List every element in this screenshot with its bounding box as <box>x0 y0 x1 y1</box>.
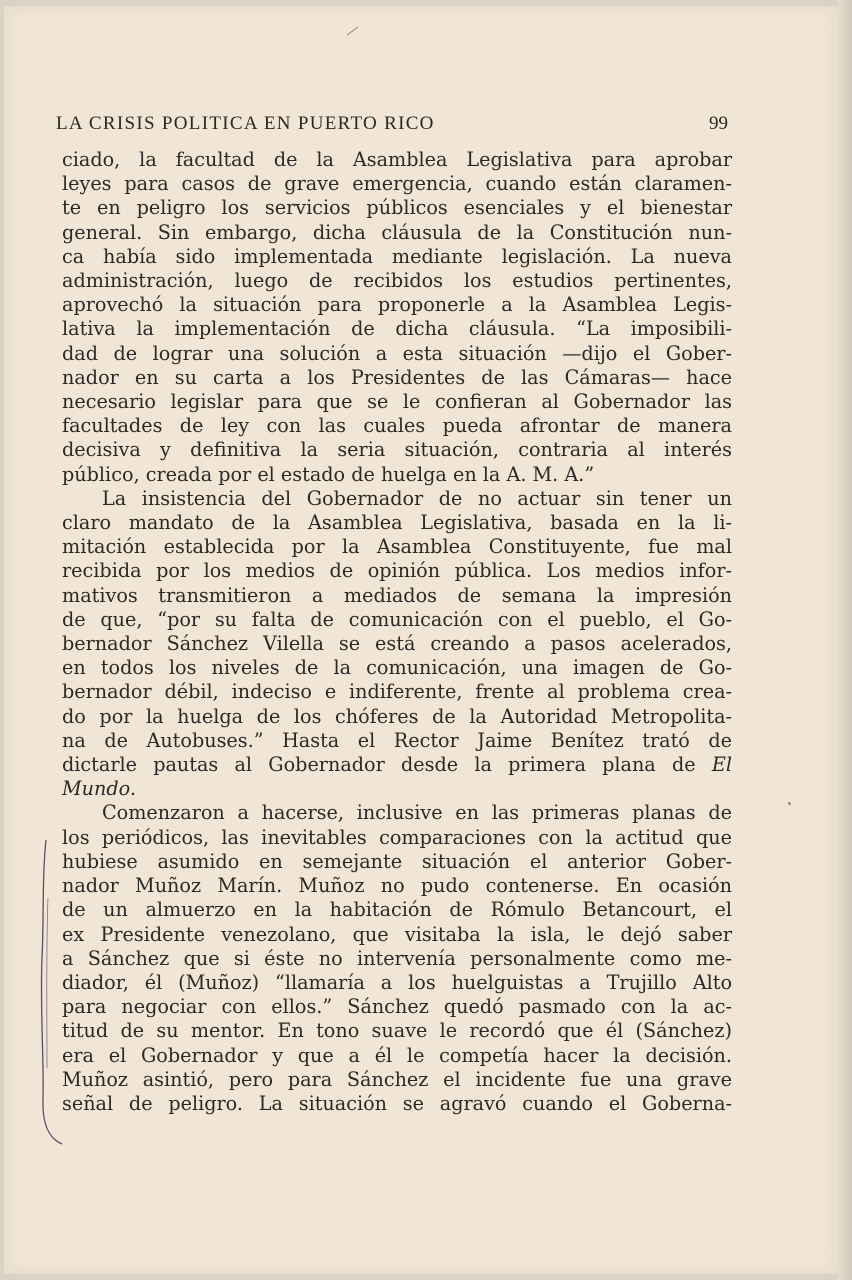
text-line: de que, “por su falta de comunicación con el pueblo, el Go- <box>62 607 732 631</box>
text-line: a Sánchez que si éste no intervenía personalmente como me- <box>62 946 732 970</box>
text-line: te en peligro los servicios públicos esenciales y el bienestar <box>62 196 732 220</box>
text-line: nador Muñoz Marín. Muñoz no pudo contenerse. En ocasión <box>62 874 732 898</box>
text-line: lativa la implementación de dicha cláusula. “La imposibili- <box>62 317 732 341</box>
text-line: aprovechó la situación para proponerle a la Asamblea Legis- <box>62 293 732 317</box>
paragraph-3 <box>62 801 732 1116</box>
text-line: do por la huelga de los chóferes de la Autoridad Metropolita- <box>62 704 732 728</box>
text-line: recibida por los medios de opinión pública. Los medios infor- <box>62 559 732 583</box>
paragraph-2 <box>62 487 732 802</box>
text-line: mitación establecida por la Asamblea Constituyente, fue mal <box>62 535 732 559</box>
text-line: de un almuerzo en la habitación de Rómulo Betancourt, el <box>62 898 732 922</box>
text-line: ex Presidente venezolano, que visitaba la isla, le dejó saber <box>62 922 732 946</box>
text-line <box>62 777 732 801</box>
page-number: 99 <box>709 113 728 134</box>
text-line: general. Sin embargo, dicha cláusula de la Constitución nun- <box>62 220 732 244</box>
text-line: ca había sido implementada mediante legislación. La nueva <box>62 244 732 268</box>
text-segment: dictarle pautas al Gobernador desde la primera plana de <box>62 753 696 777</box>
text-line: diador, él (Muñoz) “llamaría a los huelguistas a Trujillo Alto <box>62 970 732 994</box>
text-line: público, creada por el estado de huelga en la A. M. A.” <box>62 462 595 486</box>
body-text <box>62 148 732 1116</box>
pencil-tick-mark <box>346 26 360 36</box>
text-line: dad de lograr una solución a esta situación —dijo el Gober- <box>62 341 732 365</box>
text-line: era el Gobernador y que a él le competía hacer la decisión. <box>62 1043 732 1067</box>
text-line: decisiva y definitiva la seria situación, contraria al interés <box>62 438 732 462</box>
text-line: titud de su mentor. En tono suave le recordó que él (Sánchez) <box>62 1019 732 1043</box>
text-line: en todos los niveles de la comunicación, una imagen de Go- <box>62 656 732 680</box>
text-line: administración, luego de recibidos los estudios pertinentes, <box>62 269 732 293</box>
text-line: ciado, la facultad de la Asamblea Legislativa para aprobar <box>62 148 732 171</box>
italic-title: El <box>711 753 732 777</box>
margin-bracket-mark <box>38 838 68 1158</box>
text-line: bernador Sánchez Vilella se está creando a pasos acelerados, <box>62 632 732 656</box>
text-line: necesario legislar para que se le confieran al Gobernador las <box>62 390 732 414</box>
text-line: bernador débil, indeciso e indiferente, frente al problema crea- <box>62 680 732 704</box>
paragraph-1 <box>62 148 732 487</box>
text-line: hubiese asumido en semejante situación el anterior Gober- <box>62 849 732 873</box>
text-line: mativos transmitieron a mediados de semana la impresión <box>62 583 732 607</box>
text-line: para negociar con ellos.” Sánchez quedó pasmado con la ac- <box>62 995 732 1019</box>
text-line: claro mandato de la Asamblea Legislativa, basada en la li- <box>62 511 732 535</box>
text-line: na de Autobuses.” Hasta el Rector Jaime Benítez trató de <box>62 728 732 752</box>
text-line: facultades de ley con las cuales pueda afrontar de manera <box>62 414 732 438</box>
text-line: nador en su carta a los Presidentes de las Cámaras— hace <box>62 365 732 389</box>
page-edge <box>838 0 852 1280</box>
running-title: LA CRISIS POLITICA EN PUERTO RICO <box>56 113 435 134</box>
text-line: los periódicos, las inevitables comparaciones con la actitud que <box>62 825 732 849</box>
text-line: señal de peligro. La situación se agravó cuando el Goberna- <box>62 1091 732 1115</box>
running-header <box>56 113 728 139</box>
text-line: Muñoz asintió, pero para Sánchez el incidente fue una grave <box>62 1067 732 1091</box>
italic-title-end: Mundo. <box>62 777 136 801</box>
text-line: La insistencia del Gobernador de no actuar sin tener un <box>102 486 732 510</box>
text-line-with-italic <box>62 753 732 777</box>
text-line: Comenzaron a hacerse, inclusive en las primeras planas de <box>102 801 732 825</box>
paper-speck <box>788 802 791 805</box>
text-line: leyes para casos de grave emergencia, cuando están claramen- <box>62 172 732 196</box>
